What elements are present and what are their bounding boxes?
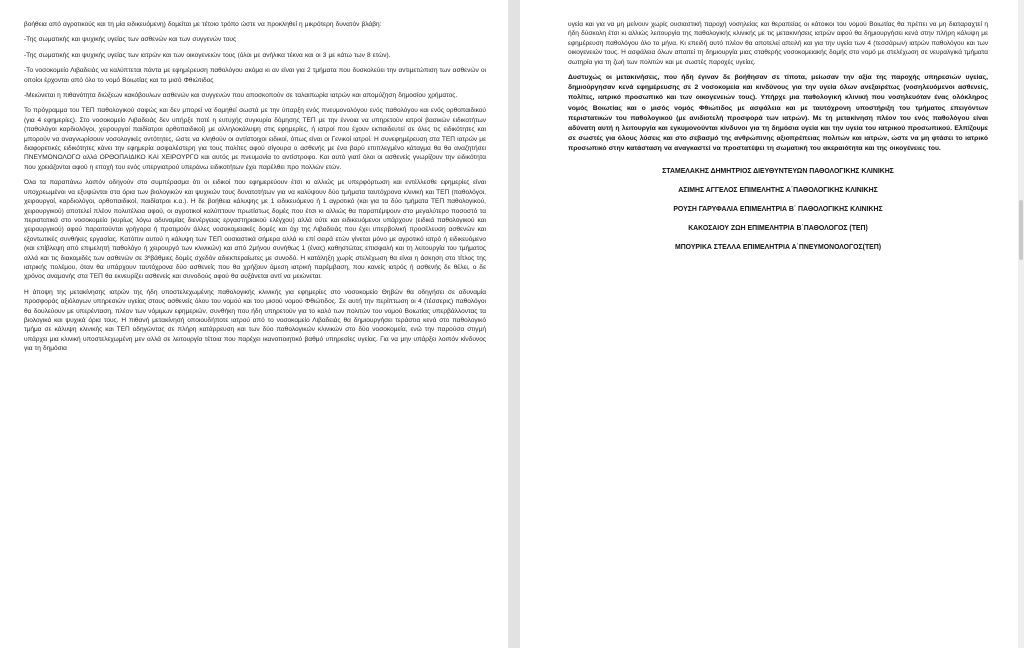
page-gutter xyxy=(508,0,520,648)
document-page-left xyxy=(0,0,508,648)
bold-paragraph: Δυστυχώς οι μετακινήσεις, που ήδη έγιναν δε βοήθησαν σε τίποτα, μείωσαν την αξία της παροχής υπηρεσιών υγείας, δημιούργησαν κενά εφημέρευσης σε 2 νοσοκομεία και κινδύνους για την υγεία όλων ανεξαιρέτως (νοσηλευόμενοι ασθενείς, πολίτες, ιατρικό προσωπικό και των οικογενειών τους). Υπήρχε μια παθολογική κλινική που νοσηλευόταν ένας ολόκληρος νομός Βοιωτίας και ο μισός νομός Φθιώτιδος με ασφάλεια και με ταυτόχρονη υποστήριξη του τμήματος επειγόντων περιστατικών του παθολογικού (με ανιδιοτελή προσφορά των ιατρών). Με τη μετακίνηση πλέον του ενός παθολόγου είναι αδύνατη αυτή η λειτουργία και εγκυμονούνται κίνδυνοι για τη δημόσια υγεία και την υγεία του ιατρικού προσωπικού. Ελπίζουμε σε σωστές για όλους λύσεις και στο σεβασμό της ανθρώπινης αξιοπρέπειας πολιτών και ιατρών, ώστε να μη φτάσει το ιατρικό προσωπικό στην κατάσταση να αναγκαστεί να προστατέψει τη σωματική του ακεραιότητα και της οικογένειες του. xyxy=(568,74,988,153)
paragraph: -Της σωματικής και ψυχικής υγείας των ιατρών και των οικογενειών τους (όλοι με ανήλικα τέκνα και οι 3 με κάτω των 8 ετών). xyxy=(24,51,391,59)
paragraph: Όλα τα παραπάνω λοιπόν οδηγούν στο συμπέρασμα ότι οι ειδικοί που εφημερεύουν έτσι κι αλλιώς με υπερφόρτωση και εντέλλεσθε εφημερίες είναι υποχρεωμένοι να εξυψώνται στα όρια των βιολογικών και ψυχικών τους δυνατοτήτων για να καλύψουν δύο τμήματα ταυτόχρονα κλινική και ΤΕΠ (παθολόγοι, χειρουργοί, καρδιολόγοι, ορθοπαιδικοί, παιδίατροι κ.α.). Η δε βοήθεια κάλυψης με 1 ειδικευόμενο ή 1 αγροτικό (και για τα δύο τμήματα ΤΕΠ παθολογικού, χειρουργικού) αποτελεί πλέον πολυτέλεια αφού, οι αγροτικοί καλύπτουν πρωτίστως δομές που έτσι κι αλλιώς θα παραπέμψουν στο μεγαλύτερο ποσοστό τα περιστατικά στο νοσοκομείο (κυρίως λόγω αδυναμίας διενέργειας εργαστηριακού ελέγχου) αλλά ούτε και ειδικευόμενοι υπάρχουν (ειδικά παθολογικού και χειρουργικού) αφού παραιτούνται γρήγορα ή προτιμούν άλλες νοσοκομειακές δομές και όχι της Λιβαδειάς που έχει υπερβολική προσέλευση ασθενών και εξοντωτικές συνθήκες εργασίας. Κατόπιν αυτού η κάλυψη των ΤΕΠ ουσιαστικά σήμερα αλλά κι επί σειρά ετών γίνεται μόνο με αγροτικό ιατρό ή ειδικευόμενο (και επίβλεψη από επιμελητή παθολόγο ή χειρουργό των κλινικών) και από 2μήνου συνήθως 1 (ένας) καθηστώτας επισφαλή και τη λειτουργία του τμήματος αλλά και τις διακομιδές των ασθενών σε 3ºβάθμιες δομές σχεδόν αδιεκπεραίωτες με συνοδό. Η κατάληξη χωρίς στελέχωση θα είναι η άσκηση στο τίτλος της ιατρικής πολέμου, όταν θα υπάρχουν ταυτόχρονα δύο ασθενείς που θα χρήζουν άμεση ιατρική παρέμβαση, που κανείς ιατρός ή ασθενής δε θέλει, ο δε χρόνος αναμονής στα ΤΕΠ θα εκνευρίζει ασθενείς και συνοδούς αφού θα αυξάνεται αντί να μειώνεται. xyxy=(24,179,486,281)
signature-block xyxy=(568,167,988,253)
paragraph: Το πρόγραμμα του ΤΕΠ παθολογικού σαφώς και δεν μπορεί να δομηθεί σωστά με την ύπαρξη ενός πνευμονολόγου ενός παθολόγου και ενός ορθοπαιδικού (για 4 εφημερίες). Στο νοσοκομείο Λιβαδειάς δεν υπήρξε ποτέ η ευτυχής συγκυρία δόμησης ΤΕΠ με την έννοια να υπηρετούν ιατροί βασικών ειδικοτήτων (παθολόγοι καρδιολόγοι, χειρουργοί παιδίατροι ορθοπαιδικοί) με αλληλοκάλυψη στις εφημερίες, ή ιατροί που έχουν εκπαιδευτεί σε όλες τις ειδικότητες και μπορούν να αναγνωρίσουν νοσολογικές οντότητες, ώστε να κληθούν οι αντίστοιχοι ειδικοί, όπως είναι οι Γενικοί ιατροί. Η συνεφημέρευση στα ΤΕΠ ιατρών με διαφορετικές ειδικότητες κάνει την εφημερία ασφαλέστερη για τους πολίτες αφού σίγουρα ο ασθενής με ένα βαρύ επιπλεγμένο κάταγμα θα θα αναζητήσει ΠΝΕΥΜΟΝΟΛΟΓΟ αλλά ΟΡΘΟΠΑΙΔΙΚΟ ΚΑΙ ΧΕΙΡΟΥΡΓΟ και αυτός με πνευμονία το αντίστροφο. Και αυτό γιατί όλοι οι ασθενείς γνωρίζουν την ειδικότητα που χρειάζονται αφού η εποχή του ενός υπεργιατρού υπεράνω ειδικοτήτων έχει παρέλθει προ πολλών ετών. xyxy=(24,107,486,171)
paragraph: βοήθεια από αγροτικούς και τη μία ειδικευόμενη) δομείται με τέτοιο τρόπο ώστε να προκληθεί η μικρότερη δυνατόν βλάβη: xyxy=(24,21,382,28)
scanned-text-left xyxy=(24,20,486,360)
signature-line: ΣΤΑΜΕΛΑΚΗΣ ΔΗΜΗΤΡΙΟΣ ΔΙΕΥΘΥΝΤΕΥΩΝ ΠΑΘΟΛΟΓΙΚΗΣ ΚΛΙΝΙΚΗΣ xyxy=(662,167,894,175)
vertical-scrollbar[interactable] xyxy=(1018,0,1024,648)
paragraph: Η άποψη της μετακίνησης ιατρών της ήδη υποστελεχωμένης παθολογικής κλινικής για εφημερίες στο νοσοκομείο Θηβών θα οδηγήσει σε αδυναμία προσφοράς αξιόλογων υπηρεσιών υγείας στους ασθενείς όλου του νομού και του μισού νομού Φθιώτιδος. Σε αυτή την περίπτωση οι 4 (τέσσερις) παθολόγοι θα δουλεύουν με υπερένταση, πλέον των νόμιμων εφημεριών, συνθήκη που ήδη υπηρετούν για το καλό των πολιτών του νομού Βοιωτίας υπερβάλλοντας τα βιολογικά και ψυχικά όρια τους. Η πιθανή μετακίνησή οποιουδήποτε ιατρού από το νοσοκομείο Λιβαδειάς θα δημιουργήσει τεράστια κενά στο παθολογικό τμήμα σε κάλυψη κλινικής και ΤΕΠ οδηγώντας σε πλήρη κατάρρευση και των δύο παθολογικών κλινικών στο δύο νοσοκομεία, ενώ την παρούσα στιγμή υπάρχει μια κλινική υποστελεχωμένη μεν αλλά σε λειτουργία τέτοια που παρέχει ικανοποιητικό βαθμό υπηρεσίες υγείας. Για να μην υπάρξει λοιπόν κίνδυνος για τη δημόσια xyxy=(24,288,486,353)
scanned-text-right xyxy=(568,20,988,262)
paragraph: υγεία και για να μη μείνουν χωρίς ουσιαστική παροχή νοσηλείας και θεραπείας οι κάτοικοι του νομού Βοιωτίας θα πρέπει να μη διαταραχτεί η ήδη δύσκολη έτσι κι αλλιώς λειτουργία της παθολογικής κλινικής με τις μετακινήσεις ιατρών αφού θα δημιουργήσει κενά στην πλήρη κάλυψη με εφημέρευση παθολόγου όλο το μήνα. Κι επειδή αυτό πλέον θα αποτελεί απειλή και για την υγεία των 4 (τεσσάρων) ιατρών παθολόγου και των οικογενειών τους. Η ασφάλεια όλων απαιτεί τη δημιουργία μιας σταθερής νοσοκομειακής δομής στο νομό με στελέχωση σε νευραλγικά τμήματα σωτηρία για τη ζωή των πολιτών και με σωστές παροχές υγείας. xyxy=(568,21,988,66)
document-page-right xyxy=(520,0,1024,648)
paragraph: -Της σωματικής και ψυχικής υγείας των ασθενών και των συγγενών τους xyxy=(24,36,237,44)
scrollbar-thumb[interactable] xyxy=(1019,200,1023,260)
signature-line: ΜΠΟΥΡΙΚΑ ΣΤΕΛΛΑ ΕΠΙΜΕΛΗΤΡΙΑ Α΄ΠΝΕΥΜΟΝΟΛΟΓΟΣ(ΤΕΠ) xyxy=(674,243,882,251)
paragraph: -Μειώνεται η πιθανότητα διώξεων κακόβουλων ασθενών και συγγενών που αποσκοπούν σε ταλαιπωρία ιατρών και απομύζηση δημοσίου χρήματος. xyxy=(24,92,458,100)
signature-line: ΚΑΚΟΣΑΙΟΥ ΖΩΗ ΕΠΙΜΕΛΗΤΡΙΑ Β΄ΠΑΘΟΛΟΓΟΣ (ΤΕΠ) xyxy=(688,224,868,232)
signature-line: ΑΣΙΜΗΣ ΑΓΓΕΛΟΣ ΕΠΙΜΕΛΗΤΗΣ Α΄ΠΑΘΟΛΟΓΙΚΗΣ ΚΛΙΝΙΚΗΣ xyxy=(678,186,878,194)
paragraph: -Το νοσοκομείο Λιβαδειάς να καλύπτεται πάντα με εφημέρευση παθολόγου ακόμα κι αν είναι για 2 τμήματα που δυσκολεύει την αντιμετώπιση των ασθενών οι οποίοι έρχονται από όλο το νομό Βοιωτίας και το μισό Φθιώτιδος xyxy=(24,67,486,84)
signature-line: ΡΟΥΣΗ ΓΑΡΥΦΑΛΙΑ ΕΠΙΜΕΛΗΤΡΙΑ Β΄ ΠΑΘΟΛΟΓΙΚΗΣ ΚΛΙΝΙΚΗΣ xyxy=(673,205,883,213)
